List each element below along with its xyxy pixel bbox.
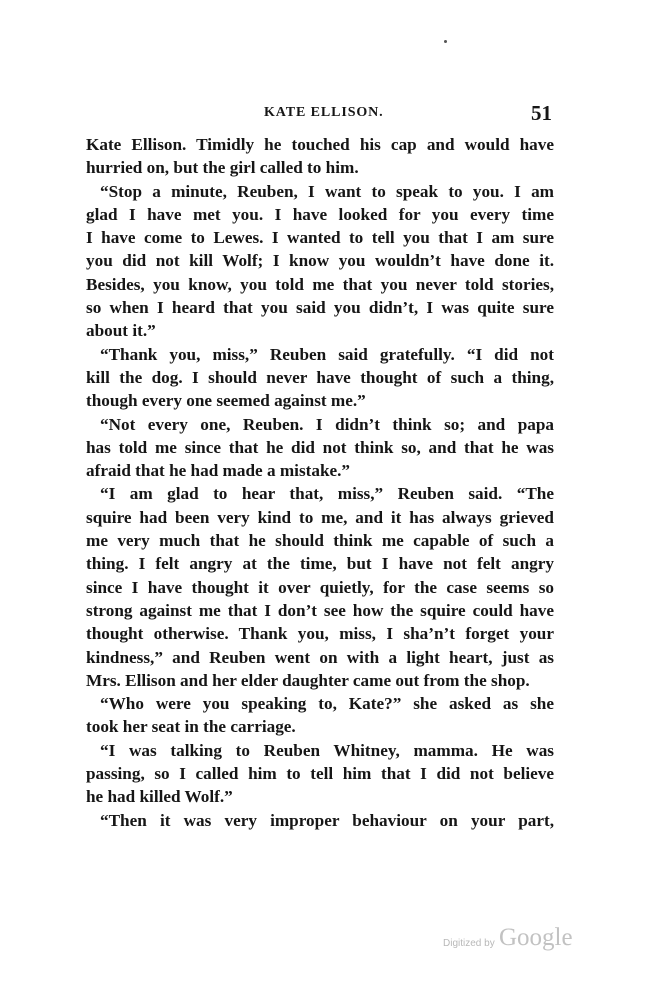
text-line: kindness,” and Reuben went on with a light heart, just as bbox=[86, 647, 554, 667]
running-header bbox=[86, 101, 552, 127]
text-line: glad I have met you. I have looked for you every time bbox=[86, 204, 554, 224]
text-line: has told me since that he did not think so, and that he was bbox=[86, 437, 554, 457]
text-line: “Not every one, Reuben. I didn’t think so; and papa bbox=[100, 414, 554, 434]
google-watermark bbox=[443, 924, 583, 954]
text-line: afraid that he had made a mistake.” bbox=[86, 461, 351, 481]
text-line: so when I heard that you said you didn’t, I was quite sure bbox=[86, 298, 554, 318]
text-line: thing. I felt angry at the time, but I have not felt angry bbox=[86, 554, 554, 574]
text-line: though every one seemed against me.” bbox=[86, 391, 366, 411]
text-line: “Who were you speaking to, Kate?” she asked as she bbox=[100, 694, 554, 714]
text-line: “Stop a minute, Reuben, I want to speak to you. I am bbox=[100, 181, 554, 201]
text-line: about it.” bbox=[86, 321, 156, 341]
text-line: “I am glad to hear that, miss,” Reuben said. “The bbox=[100, 484, 554, 504]
text-line: Kate Ellison. Timidly he touched his cap and would have bbox=[86, 135, 554, 154]
text-line: Mrs. Ellison and her elder daughter came out from the shop. bbox=[86, 670, 530, 690]
google-logo: Google bbox=[499, 924, 573, 951]
body-text bbox=[86, 133, 554, 832]
text-line: “Then it was very improper behaviour on your part, bbox=[100, 810, 554, 830]
text-line: “I was talking to Reuben Whitney, mamma. He was bbox=[100, 740, 554, 760]
text-line: took her seat in the carriage. bbox=[86, 717, 296, 737]
text-line: hurried on, but the girl called to him. bbox=[86, 158, 359, 178]
text-line: since I have thought it over quietly, for the case seems so bbox=[86, 577, 554, 597]
watermark-prefix: Digitized by bbox=[443, 938, 495, 949]
text-line: thought otherwise. Thank you, miss, I sha’n’t forget your bbox=[86, 624, 554, 644]
running-title: KATE ELLISON. bbox=[264, 105, 384, 120]
text-line: he had killed Wolf.” bbox=[86, 787, 233, 807]
text-line: you did not kill Wolf; I know you wouldn’t have done it. bbox=[86, 251, 554, 271]
text-line: me very much that he should think me capable of such a bbox=[86, 531, 554, 551]
text-line: passing, so I called him to tell him that I did not believe bbox=[86, 764, 554, 784]
text-line: I have come to Lewes. I wanted to tell you that I am sure bbox=[86, 228, 554, 248]
text-line: squire had been very kind to me, and it has always grieved bbox=[86, 507, 554, 527]
text-line: strong against me that I don’t see how the squire could have bbox=[86, 600, 554, 620]
text-line: Besides, you know, you told me that you never told stories, bbox=[86, 274, 554, 294]
paper-speck bbox=[444, 40, 447, 43]
page-number: 51 bbox=[531, 101, 552, 125]
text-line: “Thank you, miss,” Reuben said gratefully. “I did not bbox=[100, 344, 554, 364]
text-line: kill the dog. I should never have thought of such a thing, bbox=[86, 367, 554, 387]
